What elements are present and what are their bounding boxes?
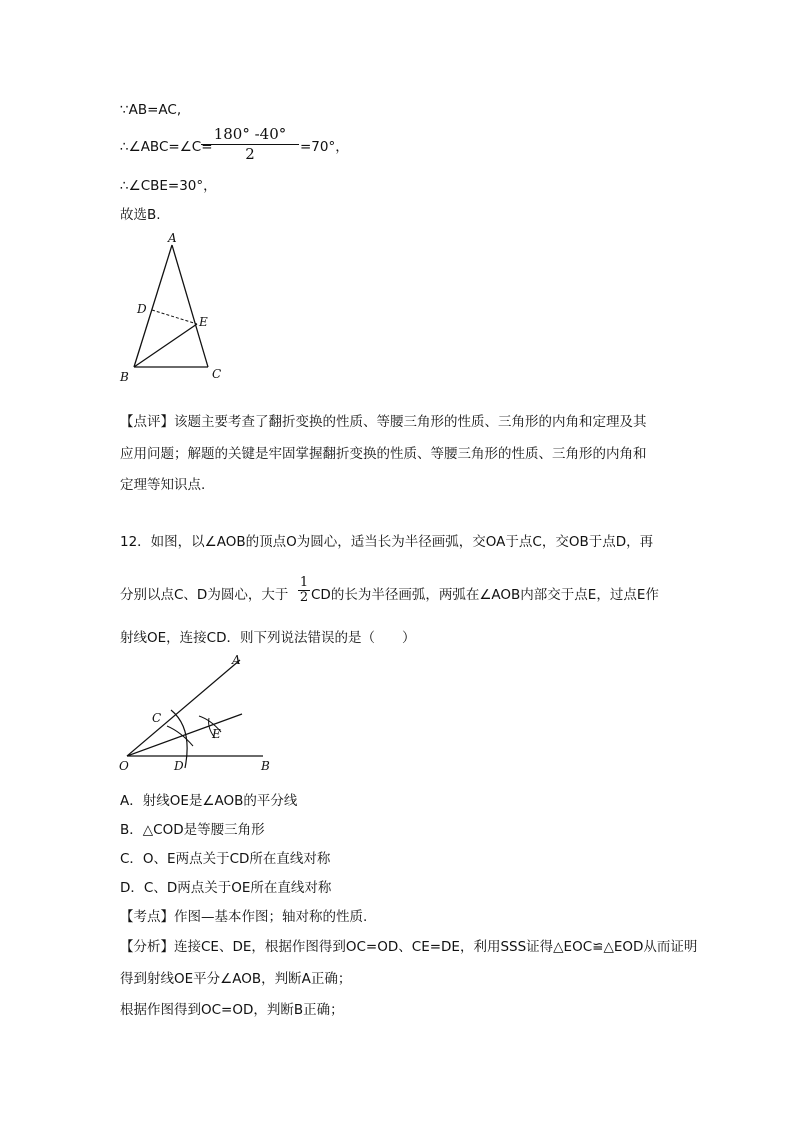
ray-oa xyxy=(127,660,240,756)
label-d: D xyxy=(137,302,147,316)
angle-result: =70°， xyxy=(300,139,349,155)
arc-from-c xyxy=(167,726,193,746)
label-c: C xyxy=(152,711,162,725)
half-fraction xyxy=(298,576,310,605)
label-b: B xyxy=(261,759,270,773)
segment-ac xyxy=(172,245,208,367)
angle-abc-prefix: ∴∠ABC=∠C= xyxy=(120,139,213,155)
segment-be xyxy=(134,324,197,367)
segment-de-dashed xyxy=(152,310,197,324)
analysis-line-2: 得到射线OE平分∠AOB，判断A正确； xyxy=(120,971,352,987)
analysis-line-3: 根据作图得到OC=OD，判断B正确； xyxy=(120,1002,344,1018)
fraction-denominator: 2 xyxy=(245,145,255,163)
question-line-1: 12．如图，以∠AOB的顶点O为圆心，适当长为半径画弧，交OA于点C，交OB于点D，再 xyxy=(120,534,654,550)
bisector-figure xyxy=(115,648,285,776)
label-o: O xyxy=(119,759,129,773)
question-line-2-suffix: CD的长为半径画弧，两弧在∠AOB内部交于点E，过点E作 xyxy=(311,587,659,603)
question-line-2-prefix: 分别以点C、D为圆心，大于 xyxy=(120,587,289,603)
kaodian-line: 【考点】作图—基本作图；轴对称的性质. xyxy=(120,909,368,925)
label-e: E xyxy=(199,315,208,329)
comment-line-2: 应用问题；解题的关键是牢固掌握翻折变换的性质、等腰三角形的性质、三角形的内角和 xyxy=(120,446,647,462)
option-c: C．O、E两点关于CD所在直线对称 xyxy=(120,851,331,867)
solution-line-angle-cbe: ∴∠CBE=30°， xyxy=(120,178,217,194)
analysis-line-1: 【分析】连接CE、DE，根据作图得到OC=OD、CE=DE，利用SSS证得△EOC≌△EOD从而证明 xyxy=(120,939,698,955)
solution-line-ab-eq-ac: ∵AB=AC, xyxy=(120,102,182,118)
label-b: B xyxy=(120,370,129,384)
solution-answer: 故选B. xyxy=(120,207,161,223)
half-denominator: 2 xyxy=(299,590,309,605)
triangle-figure xyxy=(115,228,230,388)
fraction-numerator: 180° -40° xyxy=(213,125,287,143)
solution-line-angle-abc xyxy=(120,141,213,155)
question-line-3: 射线OE，连接CD．则下列说法错误的是（ ） xyxy=(120,630,416,646)
comment-line-1: 【点评】该题主要考查了翻折变换的性质、等腰三角形的性质、三角形的内角和定理及其 xyxy=(120,414,647,430)
option-d: D．C、D两点关于OE所在直线对称 xyxy=(120,880,332,896)
fraction-angle xyxy=(201,126,299,163)
label-a: A xyxy=(168,231,177,245)
comment-line-3: 定理等知识点. xyxy=(120,477,206,493)
label-d: D xyxy=(174,759,184,773)
option-b: B．△COD是等腰三角形 xyxy=(120,822,265,838)
ray-oe xyxy=(127,714,242,756)
option-a: A．射线OE是∠AOB的平分线 xyxy=(120,793,298,809)
half-numerator: 1 xyxy=(299,575,309,590)
label-e: E xyxy=(212,727,221,741)
label-c: C xyxy=(212,367,222,381)
label-a: A xyxy=(232,653,241,667)
